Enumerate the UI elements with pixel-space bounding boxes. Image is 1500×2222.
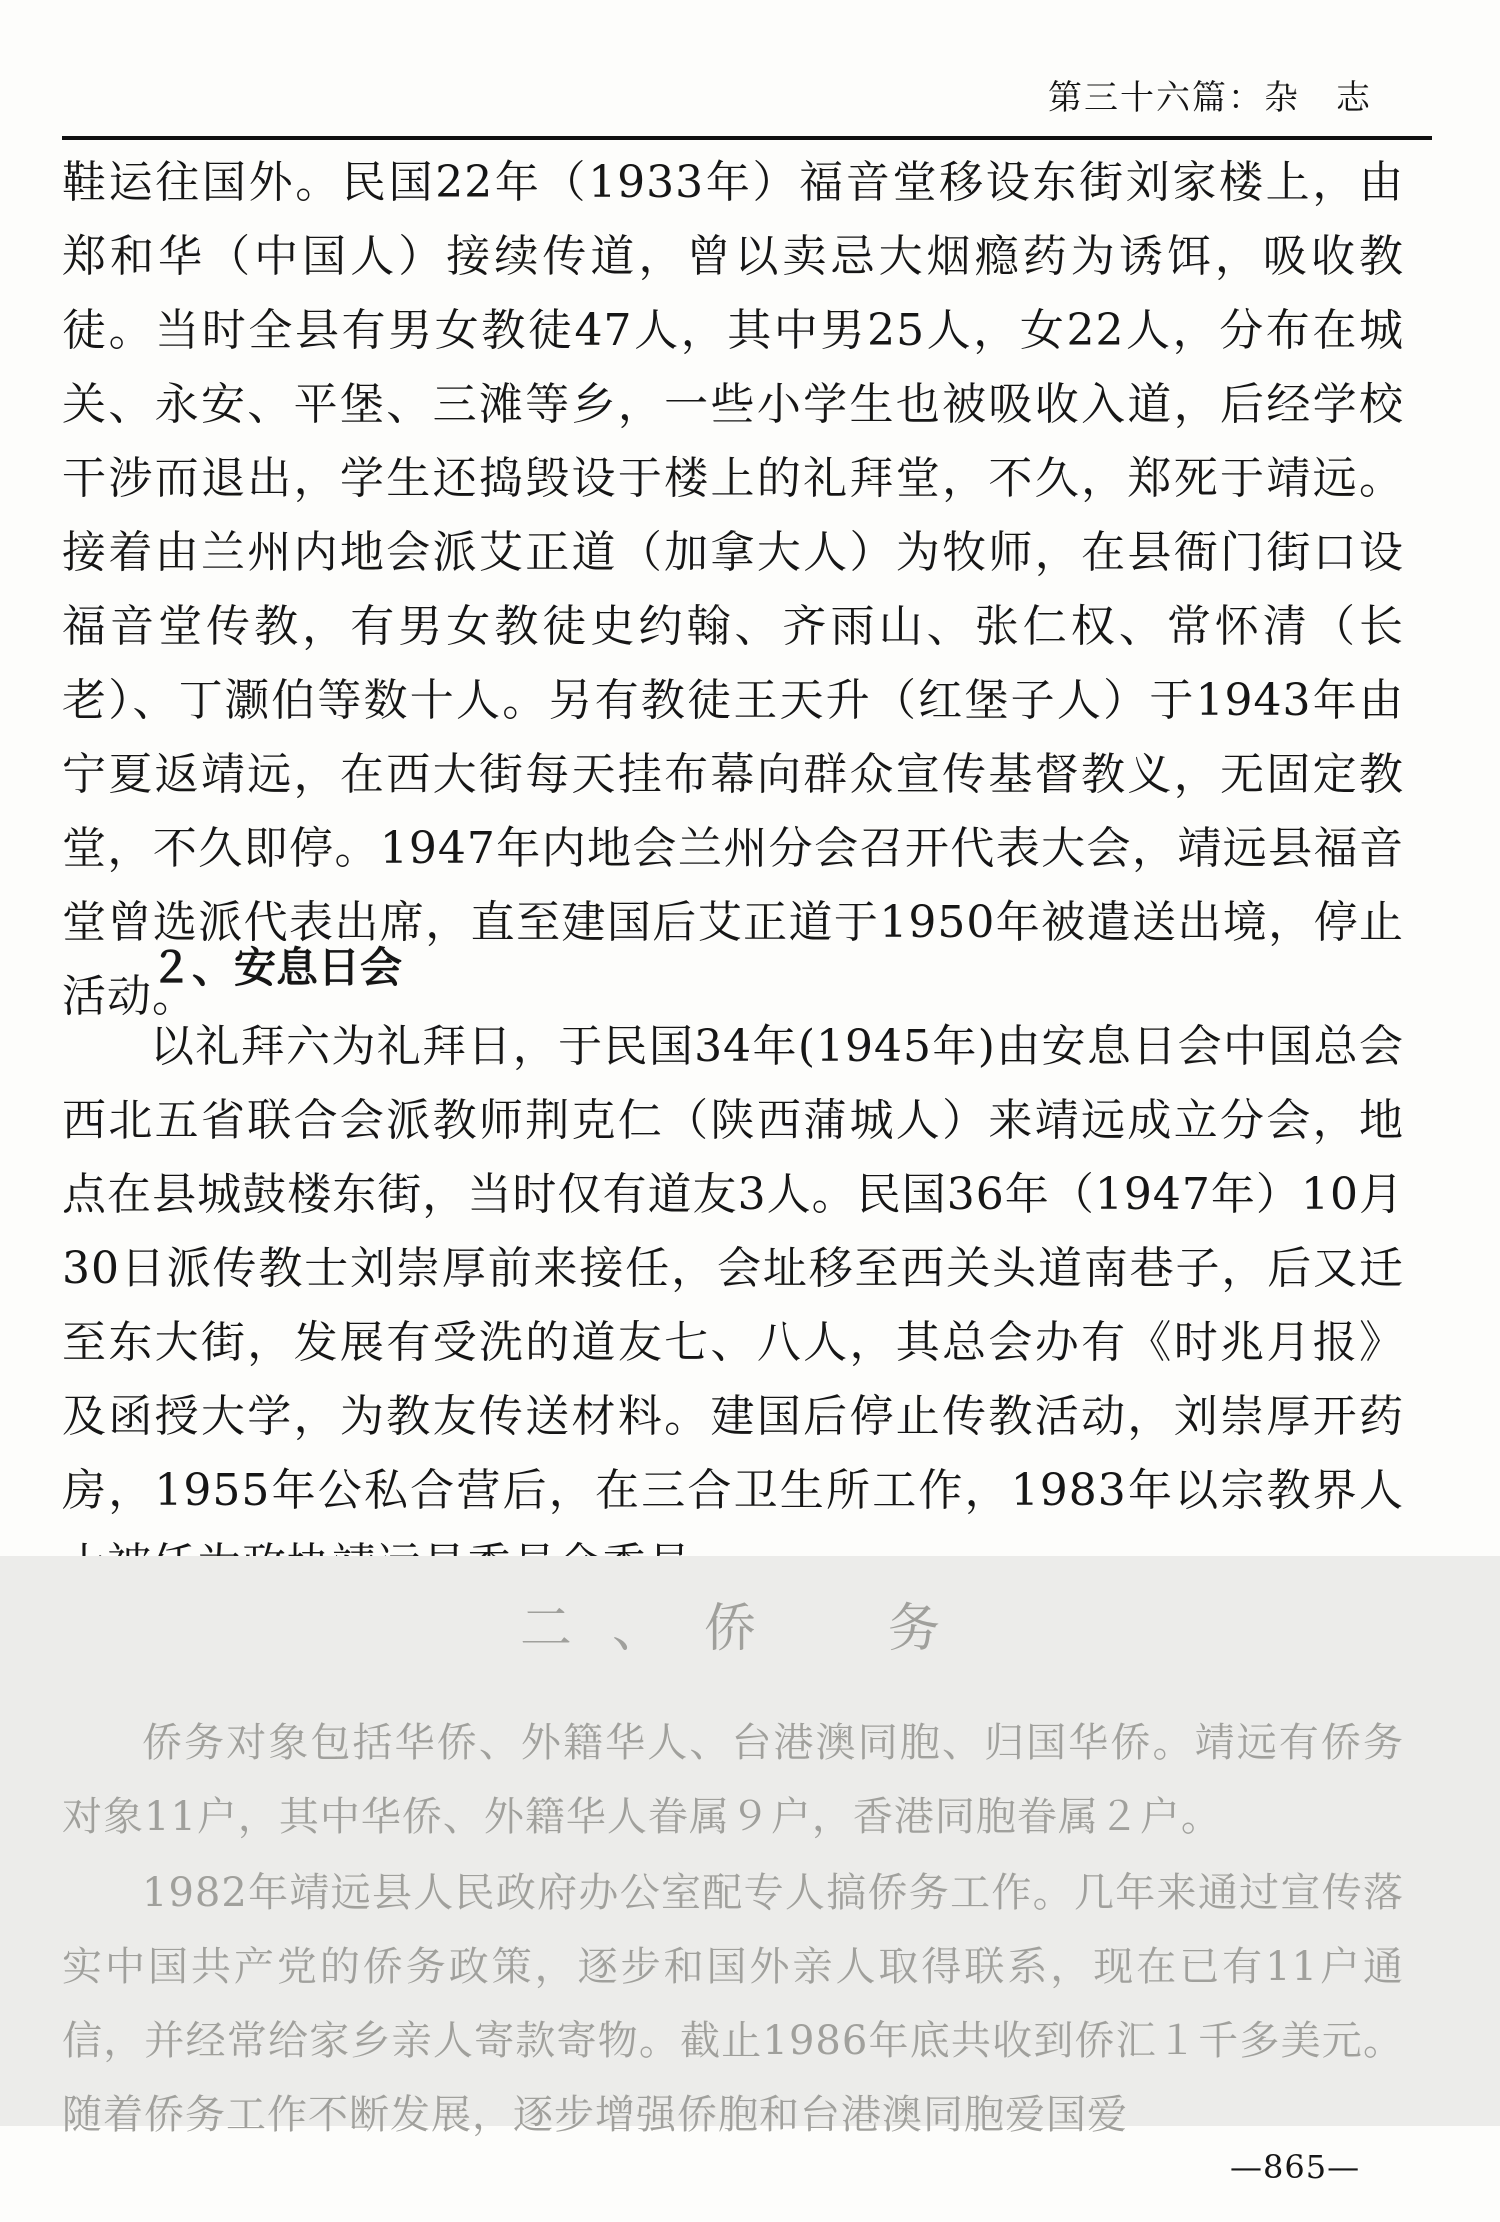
- body-paragraph-1: 鞋运往国外。民国22年（1933年）福音堂移设东街刘家楼上，由郑和华（中国人）接续传道，曾以卖忌大烟瘾药为诱饵，吸收教徒。当时全县有男女教徒47人，其中男25人，女22人，分布在城关、永安、平堡、三滩等乡，一些小学生也被吸收入道，后经学校干涉而退出，学生还捣毁设于楼上的礼拜堂，不久，郑死于靖远。接着由兰州内地会派艾正道（加拿大人）为牧师，在县衙门街口设福音堂传教，有男女教徒史约翰、齐雨山、张仁权、常怀清（长老）、丁灏伯等数十人。另有教徒王天升（红堡子人）于1943年由宁夏返靖远，在西大街每天挂布幕向群众宣传基督教义，无固定教堂，不久即停。1947年内地会兰州分会召开代表大会，靖远县福音堂曾选派代表出席，直至建国后艾正道于1950年被遣送出境，停止活动。: [62, 157, 1404, 1022]
- faded-paragraph-2: 1982年靖远县人民政府办公室配专人搞侨务工作。几年来通过宣传落实中国共产党的侨务政策，逐步和国外亲人取得联系，现在已有11户通信，并经常给家乡亲人寄款寄物。截止1986年底共收到侨汇１千多美元。随着侨务工作不断发展，逐步增强侨胞和台港澳同胞爱国爱: [62, 1870, 1404, 2138]
- page-number: —865—: [1230, 2148, 1361, 2186]
- running-header: [62, 62, 1432, 140]
- faded-paragraph-1: 侨务对象包括华侨、外籍华人、台港澳同胞、归国华侨。靖远有侨务对象11户，其中华侨、外籍华人眷属９户，香港同胞眷属２户。: [62, 1720, 1404, 1840]
- faded-section: [0, 1556, 1500, 2138]
- body-paragraph-2: 以礼拜六为礼拜日，于民国34年(1945年)由安息日会中国总会西北五省联合会派教师荆克仁（陕西蒲城人）来靖远成立分会，地点在县城鼓楼东街，当时仅有道友3人。民国36年（1947年）10月30日派传教士刘崇厚前来接任，会址移至西关头道南巷子，后又迁至东大街，发展有受洗的道友七、八人，其总会办有《时兆月报》及函授大学，为教友传送材料。建国后停止传教活动，刘崇厚开药房，1955年公私合营后，在三合卫生所工作，1983年以宗教界人: [62, 1021, 1404, 1516]
- section-heading-overseas-chinese-affairs: 二、侨 务: [519, 1599, 980, 1659]
- subsection-heading: ２、安息日会: [150, 943, 403, 992]
- running-title: 第三十六篇：杂 志: [1048, 78, 1372, 118]
